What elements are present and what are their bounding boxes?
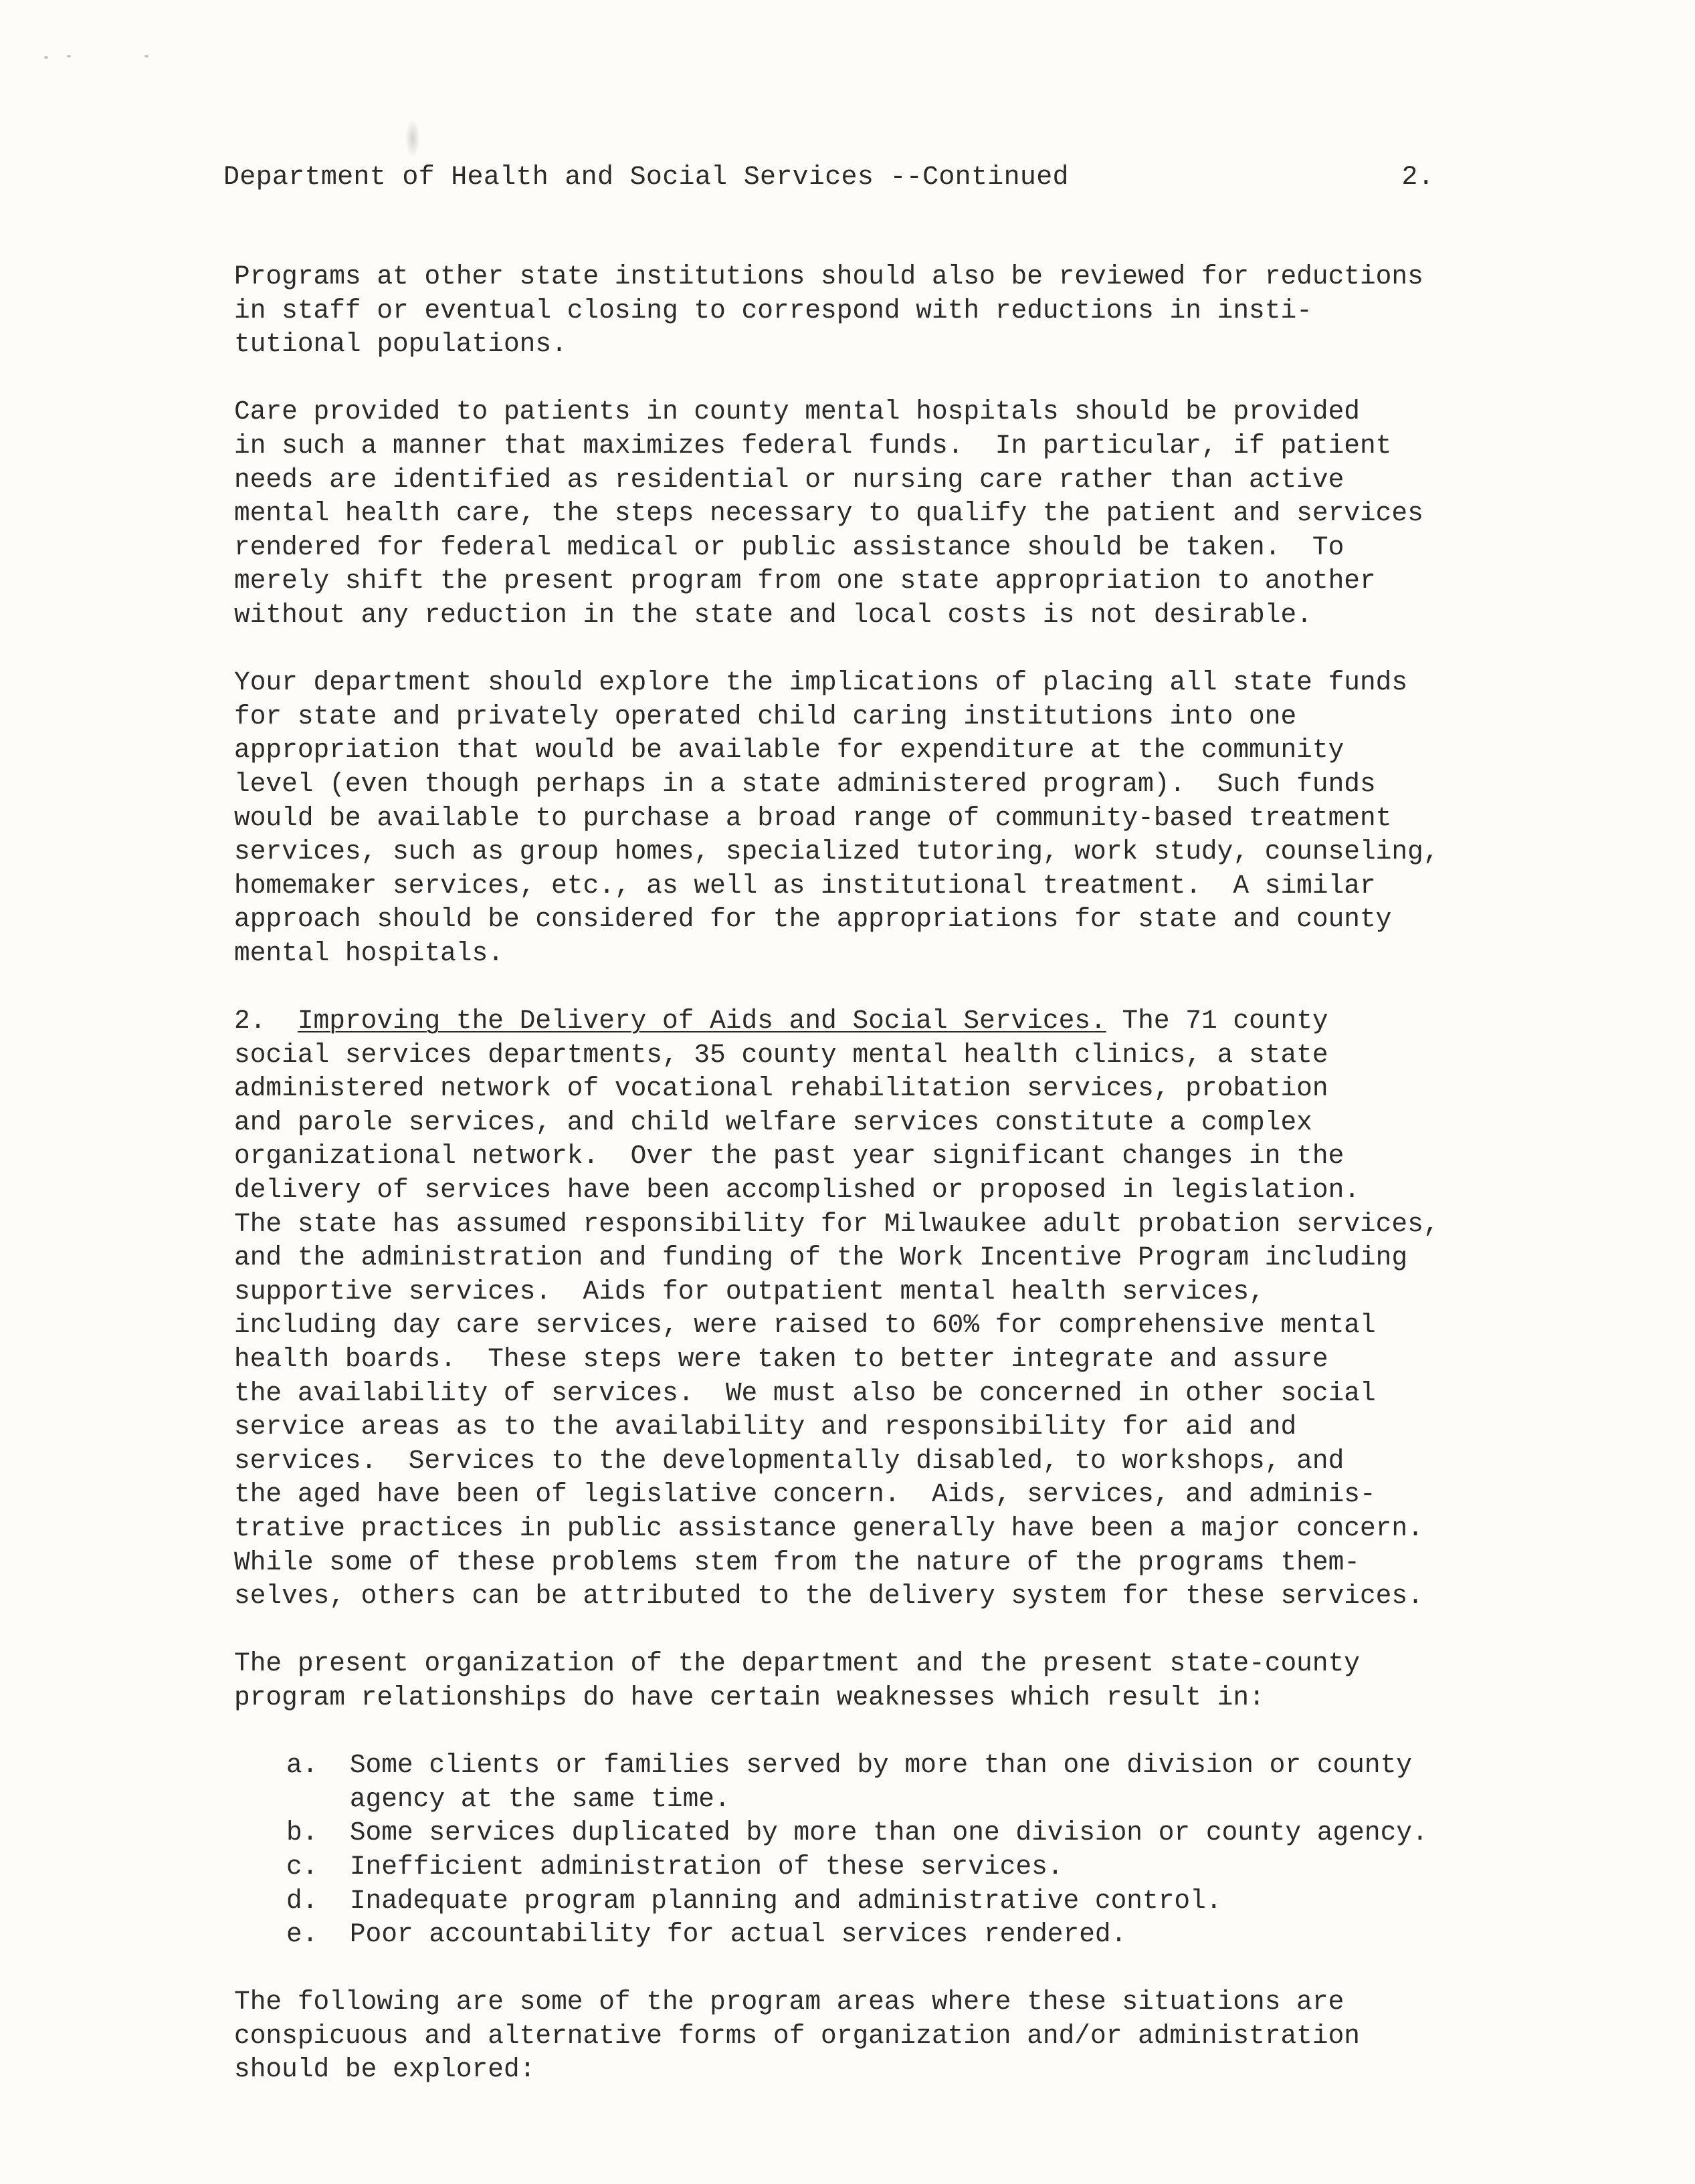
paragraph-closing (234, 1985, 1505, 2087)
paper-smudge (405, 119, 420, 158)
text-line: supportive services. Aids for outpatient mental health services, (234, 1276, 1265, 1307)
page-number: 2. (1401, 162, 1434, 193)
text-line: the aged have been of legislative concern. Aids, services, and adminis- (234, 1479, 1376, 1510)
header-title: Department of Health and Social Services --Continued (223, 162, 1069, 193)
text-line: The present organization of the department and the present state-county (234, 1648, 1360, 1679)
text-line: Programs at other state institutions should also be reviewed for reductions (234, 261, 1423, 292)
text-line: needs are identified as residential or nursing care rather than active (234, 464, 1344, 495)
text-line: The state has assumed responsibility for Milwaukee adult probation services, (234, 1208, 1439, 1239)
text-line: the availability of services. We must also be concerned in other social (234, 1378, 1376, 1408)
weakness-list (234, 1749, 1505, 1952)
paper-speck (144, 55, 148, 58)
text-line: tutional populations. (234, 329, 567, 360)
text-line: should be explored: (234, 2054, 536, 2085)
text-line: merely shift the present program from one state appropriation to another (234, 566, 1376, 596)
text-line: program relationships do have certain weaknesses which result in: (234, 1682, 1265, 1713)
text-line: for state and privately operated child caring institutions into one (234, 701, 1297, 732)
text-line: service areas as to the availability and responsibility for aid and (234, 1412, 1297, 1442)
text-line: appropriation that would be available for expenditure at the community (234, 735, 1344, 766)
text-line: including day care services, were raised to 60% for comprehensive mental (234, 1310, 1376, 1341)
text-line: in such a manner that maximizes federal funds. In particular, if patient (234, 430, 1392, 461)
text-line: homemaker services, etc., as well as institutional treatment. A similar (234, 870, 1376, 901)
text-fragment: The 71 county (1106, 1006, 1328, 1036)
list-item (286, 1918, 1505, 1952)
paper-speck (44, 56, 48, 59)
text-line: without any reduction in the state and local costs is not desirable. (234, 599, 1312, 630)
text-line: in staff or eventual closing to correspond with reductions in insti- (234, 295, 1312, 326)
text-line: organizational network. Over the past year significant changes in the (234, 1141, 1344, 1172)
document-body (234, 260, 1505, 2121)
paragraph-child-caring-institutions (234, 666, 1505, 970)
section-heading: Improving the Delivery of Aids and Social Services. (297, 1006, 1106, 1036)
paragraph-institution-review (234, 260, 1505, 362)
text-line: While some of these problems stem from the nature of the programs them- (234, 1547, 1360, 1577)
text-line: b. Some services duplicated by more than one division or county agency. (286, 1818, 1428, 1848)
text-line: and the administration and funding of the Work Incentive Program including (234, 1242, 1408, 1273)
list-item (286, 1884, 1505, 1919)
text-line: and parole services, and child welfare services constitute a complex (234, 1107, 1312, 1137)
text-line: conspicuous and alternative forms of organization and/or administration (234, 2020, 1360, 2051)
text-line: c. Inefficient administration of these services. (286, 1851, 1064, 1882)
list-item (286, 1816, 1505, 1850)
paragraph-county-mental-hospitals (234, 395, 1505, 632)
section-heading-line (234, 1004, 1505, 1039)
text-line: agency at the same time. (286, 1783, 730, 1814)
text-line: d. Inadequate program planning and administrative control. (286, 1885, 1222, 1916)
text-line: mental health care, the steps necessary to qualify the patient and services (234, 498, 1423, 529)
paper-speck (67, 55, 71, 58)
section-improving-delivery (234, 1004, 1505, 1614)
text-line: selves, others can be attributed to the delivery system for these services. (234, 1581, 1423, 1612)
text-line: services. Services to the developmentally disabled, to workshops, and (234, 1445, 1344, 1476)
list-item (286, 1850, 1505, 1884)
text-line: health boards. These steps were taken to better integrate and assure (234, 1344, 1328, 1374)
text-line: The following are some of the program areas where these situations are (234, 1987, 1344, 2017)
section-number: 2. (234, 1006, 266, 1036)
text-line: services, such as group homes, specialized tutoring, work study, counseling, (234, 837, 1439, 867)
text-line: mental hospitals. (234, 938, 504, 968)
text-line: a. Some clients or families served by more than one division or county (286, 1750, 1412, 1781)
text-line: approach should be considered for the appropriations for state and county (234, 904, 1392, 935)
text-line: e. Poor accountability for actual services rendered. (286, 1919, 1127, 1950)
text-line: Your department should explore the implications of placing all state funds (234, 667, 1408, 698)
text-line: rendered for federal medical or public assistance should be taken. To (234, 532, 1344, 562)
list-item (286, 1749, 1505, 1816)
text-line: delivery of services have been accomplished or proposed in legislation. (234, 1175, 1360, 1206)
paragraph-weaknesses-intro (234, 1647, 1505, 1715)
text-line: administered network of vocational rehabilitation services, probation (234, 1073, 1328, 1104)
text-line: social services departments, 35 county mental health clinics, a state (234, 1039, 1328, 1070)
text-line: Care provided to patients in county mental hospitals should be provided (234, 397, 1360, 427)
text-line: trative practices in public assistance generally have been a major concern. (234, 1513, 1423, 1543)
text-line: would be available to purchase a broad range of community-based treatment (234, 802, 1392, 833)
text-line: level (even though perhaps in a state administered program). Such funds (234, 768, 1376, 799)
